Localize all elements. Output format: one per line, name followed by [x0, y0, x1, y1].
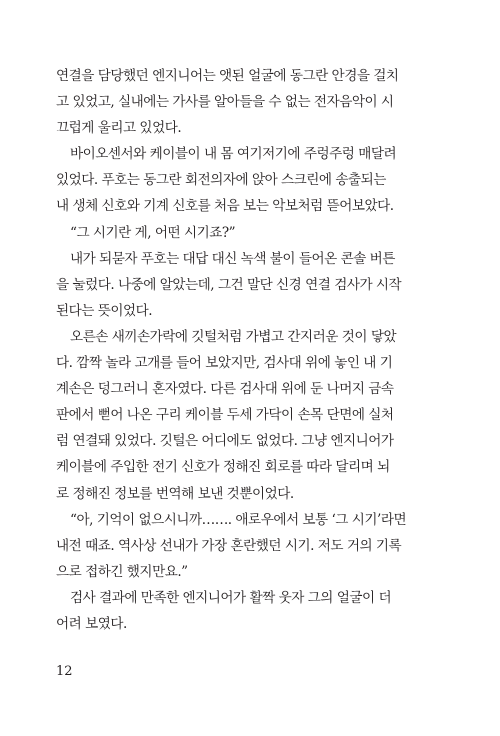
paragraph-2 [56, 141, 442, 219]
text-line: 어려 보였다. [56, 615, 127, 632]
paragraph-6-dialogue [56, 507, 442, 585]
text-line: 있었다. 푸호는 동그란 회전의자에 앉아 스크린에 송출되는 [56, 172, 386, 189]
text-line: 을 눌렀다. 나중에 알았는데, 그건 말단 신경 연결 검사가 시작 [56, 276, 402, 293]
text-line: 내가 되묻자 푸호는 대답 대신 녹색 불이 들어온 콘솔 버튼 [70, 250, 395, 267]
text-line: 오른손 새끼손가락에 깃털처럼 가볍고 간지러운 것이 닿았 [70, 328, 397, 345]
text-line: “아, 기억이 없으시니까……. 애로우에서 보통 ‘그 시기’라면 [70, 511, 407, 528]
text-line: 다. 깜짝 놀라 고개를 들어 보았지만, 검사대 위에 놓인 내 기 [56, 355, 393, 372]
text-line: 으로 접하긴 했지만요.” [56, 563, 188, 580]
body-text [56, 63, 442, 637]
text-line: 고 있었고, 실내에는 가사를 알아들을 수 없는 전자음악이 시 [56, 94, 394, 111]
paragraph-7 [56, 585, 442, 637]
page-number: 12 [56, 664, 73, 679]
text-line: 된다는 뜻이었다. [56, 302, 153, 319]
text-line: 내 생체 신호와 기계 신호를 처음 보는 악보처럼 뜯어보았다. [56, 198, 394, 215]
text-line: 끄럽게 울리고 있었다. [56, 120, 182, 137]
text-line: 검사 결과에 만족한 엔지니어가 활짝 웃자 그의 얼굴이 더 [70, 589, 392, 606]
text-line: 럼 연결돼 있었다. 깃털은 어디에도 없었다. 그냥 엔지니어가 [56, 433, 394, 450]
paragraph-3-dialogue [56, 220, 442, 246]
text-line: 계손은 덩그러니 혼자였다. 다른 검사대 위에 둔 나머지 금속 [56, 381, 394, 398]
paragraph-5 [56, 324, 442, 507]
text-line: 내전 때죠. 역사상 선내가 가장 혼란했던 시기. 저도 거의 기록 [56, 537, 402, 554]
paragraph-4 [56, 246, 442, 324]
text-line: “그 시기란 게, 어떤 시기죠?” [70, 224, 236, 241]
text-line: 로 정해진 정보를 번역해 보낸 것뿐이었다. [56, 485, 294, 502]
text-line: 케이블에 주입한 전기 신호가 정해진 회로를 따라 달리며 뇌 [56, 459, 390, 476]
text-line: 판에서 뻗어 나온 구리 케이블 두세 가닥이 손목 단면에 실처 [56, 407, 394, 424]
paragraph-1 [56, 63, 442, 141]
text-line: 바이오센서와 케이블이 내 몸 여기저기에 주렁주렁 매달려 [70, 146, 397, 163]
text-line: 연결을 담당했던 엔지니어는 앳된 얼굴에 동그란 안경을 걸치 [56, 68, 399, 84]
